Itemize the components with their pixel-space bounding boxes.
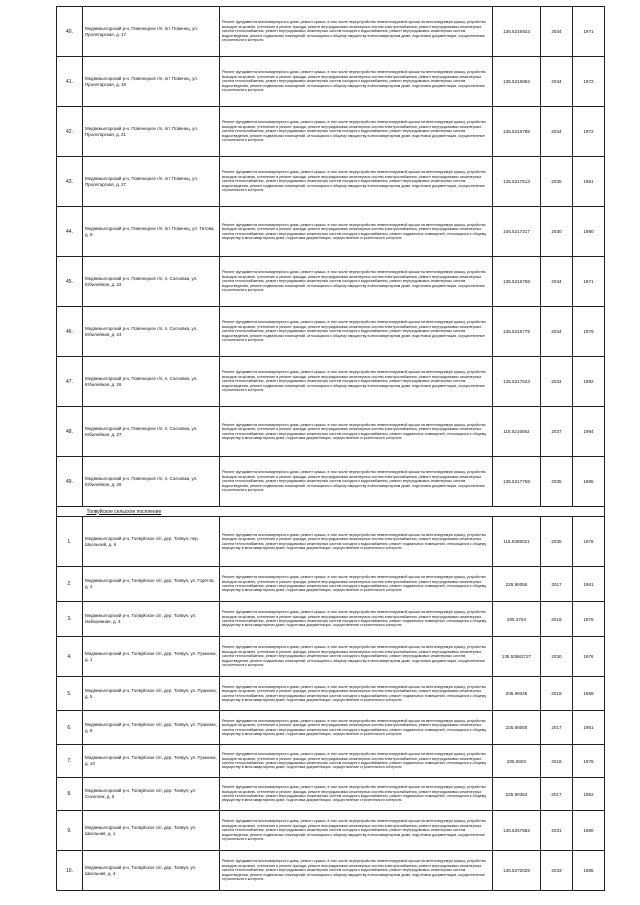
planned-year: 2034: [541, 107, 573, 157]
cost-value: 135.5217768: [493, 457, 541, 507]
row-number: 48.: [57, 407, 83, 457]
planned-year: 2035: [541, 517, 573, 567]
planned-year: 2017: [541, 567, 573, 602]
building-address: Медвежьегорский р-н, Толвуйское с/п, дер. Толвуя, ул. Набережная, д. 3: [83, 602, 220, 637]
row-number: 43.: [57, 157, 83, 207]
build-year: 1980: [573, 811, 605, 851]
building-address: Медвежьегорский р-н, Толвуйское с/п, дер. Толвуя, ул. Школьная, д. 1: [83, 811, 220, 851]
building-address: Медвежьегорский р-н, Повенецкое г/п, п. Сосновка, ул. Юбилейная, д. 24: [83, 307, 220, 357]
cost-value: 205.3764: [493, 602, 541, 637]
cost-value: 135.5272025: [493, 851, 541, 891]
cost-value: 135.5216923: [493, 7, 541, 57]
works-description: Ремонт фундамента многоквартирного дома, ремонт крыши, в том числе переустройство невентилируемой крыши на вентилируемую крышу, устройство выходов на кровлю, утепление и ремонт фасада, ремонт внутридомовых инженерных систем электроснабжения, ремонт внутридомовых инженерных систем теплоснабжения, ремонт внутридомовых инженерных систем холодного водоснабжения, ремонт внутридомовых инженерных систем водоотведения, ремонт подвальных помещений, относящихся к общему имуществу в многоквартирном доме, подготовка документации, осуществление строительного контроля: [220, 637, 493, 677]
cost-value: 205.99348: [493, 677, 541, 711]
planned-year: 2017: [541, 711, 573, 745]
building-address: Медвежьегорский р-н, Толвуйское с/п, дер. Толвуя, пер. Школьный, д. 6: [83, 517, 220, 567]
building-address: Медвежьегорский р-н, Повенецкое г/п, п. Сосновка, ул. Юбилейная, д. 22: [83, 257, 220, 307]
planned-year: 2018: [541, 745, 573, 778]
building-address: Медвежьегорский р-н, Повенецкое г/п, п. Сосновка, ул. Юбилейная, д. 26: [83, 357, 220, 407]
cost-value: 225.60050: [493, 711, 541, 745]
planned-year: 2030: [541, 207, 573, 257]
cost-value: 135.5216779: [493, 307, 541, 357]
building-address: Медвежьегорский р-н, Толвуйское с/п, дер. Толвуя, ул. Пушкина, д. 1: [83, 637, 220, 677]
table-row: [57, 357, 605, 407]
building-address: Медвежьегорский р-н, Толвуйское с/п, дер. Толвуя, ул. Сохолонк, д. 5: [83, 778, 220, 811]
building-address: Медвежьегорский р-н, Повенецкое г/п, пгт Повенец, ул. Пролетарская, д. 19: [83, 57, 220, 107]
cost-value: 115.5216652: [493, 407, 541, 457]
table-row: [57, 107, 605, 157]
planned-year: 2034: [541, 307, 573, 357]
building-address: Медвежьегорский р-н, Повенецкое г/п, пгт Повенец, ул. Пролетарская, д. 21: [83, 107, 220, 157]
row-number: 2.: [57, 567, 83, 602]
building-address: Медвежьегорский р-н, Толвуйское с/п, дер. Толвуя, ул. Горетов, д. 3: [83, 567, 220, 602]
cost-value: 135.5347882: [493, 811, 541, 851]
table-row: [57, 57, 605, 107]
row-number: 45.: [57, 257, 83, 307]
works-description: Ремонт фундамента многоквартирного дома, ремонт крыши, в том числе переустройство невентилируемой крыши на вентилируемую крышу, устройство выходов на кровлю, утепление и ремонт фасада, ремонт внутридомовых инженерных систем электроснабжения, ремонт внутридомовых инженерных систем теплоснабжения, ремонт внутридомовых инженерных систем холодного водоснабжения, ремонт внутридомовых инженерных систем водоотведения, ремонт подвальных помещений, относящихся к общему имуществу в многоквартирном доме, подготовка документации, осуществление строительного контроля: [220, 851, 493, 891]
building-address: Медвежьегорский р-н, Толвуйское с/п, дер. Толвуя, ул. Пушкина, д. 5: [83, 677, 220, 711]
cost-value: 105.5217317: [493, 207, 541, 257]
build-year: 1995: [573, 457, 605, 507]
building-address: Медвежьегорский р-н, Толвуйское с/п, дер. Толвуя, ул. Школьная, д. 4: [83, 851, 220, 891]
cost-value: 135.5216788: [493, 107, 541, 157]
planned-year: 2033: [541, 851, 573, 891]
row-number: 4.: [57, 637, 83, 677]
planned-year: 2030: [541, 637, 573, 677]
table-row: [57, 567, 605, 602]
works-description: Ремонт фундамента многоквартирного дома, ремонт крыши, в том числе переустройство невентилируемой крыши на вентилируемую крышу, устройство выходов на кровлю, утепление и ремонт фасада, ремонт внутридомовых инженерных систем электроснабжения, ремонт внутридомовых инженерных систем теплоснабжения, ремонт внутридомовых инженерных систем холодного водоснабжения, ремонт внутридомовых инженерных систем водоотведения, ремонт подвальных помещений, относящихся к общему имуществу в многоквартирном доме, подготовка документации, осуществление строительного контроля: [220, 107, 493, 157]
cost-value: 225.90354: [493, 778, 541, 811]
build-year: 1961: [573, 567, 605, 602]
table-row: [57, 677, 605, 711]
build-year: 1992: [573, 357, 605, 407]
build-year: 1968: [573, 677, 605, 711]
section-title: Толвуйское сельское поселение: [83, 507, 605, 517]
building-address: Медвежьегорский р-н, Толвуйское с/п, дер. Толвуя, ул. Пушкина, д. 10: [83, 745, 220, 778]
works-description: Ремонт фундамента многоквартирного дома, ремонт крыши, в том числе переустройство невентилируемой крыши на вентилируемую крышу, устройство выходов на кровлю, утепление и ремонт фасада, ремонт внутридомовых инженерных систем электроснабжения, ремонт внутридомовых инженерных систем теплоснабжения, ремонт внутридомовых инженерных систем холодного водоснабжения, ремонт подвальных помещений, относящихся к общему имуществу в многоквартирном доме, подготовка документации, осуществление строительного контроля: [220, 602, 493, 637]
works-description: Ремонт фундамента многоквартирного дома, ремонт крыши, в том числе переустройство невентилируемой крыши на вентилируемую крышу, устройство выходов на кровлю, утепление и ремонт фасада, ремонт внутридомовых инженерных систем электроснабжения, ремонт внутридомовых инженерных систем теплоснабжения, ремонт внутридомовых инженерных систем холодного водоснабжения, ремонт подвальных помещений, относящихся к общему имуществу в многоквартирном доме, подготовка документации, осуществление строительного контроля: [220, 517, 493, 567]
row-number: 47.: [57, 357, 83, 407]
table-row: [57, 811, 605, 851]
table-row: [57, 407, 605, 457]
works-description: Ремонт фундамента многоквартирного дома, ремонт крыши, в том числе переустройство невентилируемой крыши на вентилируемую крышу, устройство выходов на кровлю, утепление и ремонт фасада, ремонт внутридомовых инженерных систем электроснабжения, ремонт внутридомовых инженерных систем теплоснабжения, ремонт внутридомовых инженерных систем холодного водоснабжения, ремонт подвальных помещений, относящихся к общему имуществу в многоквартирном доме, подготовка документации, осуществление строительного контроля: [220, 567, 493, 602]
row-number: 46.: [57, 307, 83, 357]
build-year: 1985: [573, 851, 605, 891]
row-number: 40.: [57, 7, 83, 57]
row-number: 3.: [57, 602, 83, 637]
table-row: [57, 7, 605, 57]
table-row: [57, 457, 605, 507]
document-page: [56, 6, 604, 891]
building-address: Медвежьегорский р-н, Повенецкое г/п, п. Сосновка, ул. Юбилейная, д. 27: [83, 407, 220, 457]
building-address: Медвежьегорский р-н, Повенецкое г/п, пгт Повенец, ул. Пролетарская, д. 17: [83, 7, 220, 57]
planned-year: 2035: [541, 457, 573, 507]
row-number: 8.: [57, 778, 83, 811]
works-description: Ремонт фундамента многоквартирного дома, ремонт крыши, в том числе переустройство невентилируемой крыши на вентилируемую крышу, устройство выходов на кровлю, утепление и ремонт фасада, ремонт внутридомовых инженерных систем электроснабжения, ремонт внутридомовых инженерных систем теплоснабжения, ремонт внутридомовых инженерных систем холодного водоснабжения, ремонт внутридомовых инженерных систем водоотведения, ремонт подвальных помещений, относящихся к общему имуществу в многоквартирном доме, подготовка документации, осуществление строительного контроля: [220, 307, 493, 357]
planned-year: 2037: [541, 407, 573, 457]
build-year: 1976: [573, 517, 605, 567]
works-description: Ремонт фундамента многоквартирного дома, ремонт крыши, в том числе переустройство невентилируемой крыши на вентилируемую крышу, устройство выходов на кровлю, утепление и ремонт фасада, ремонт внутридомовых инженерных систем электроснабжения, ремонт внутридомовых инженерных систем теплоснабжения, ремонт внутридомовых инженерных систем холодного водоснабжения, ремонт внутридомовых инженерных систем водоотведения, ремонт подвальных помещений, относящихся к общему имуществу в многоквартирном доме, подготовка документации, осуществление строительного контроля: [220, 157, 493, 207]
planned-year: 2034: [541, 57, 573, 107]
table-row: [57, 637, 605, 677]
build-year: 1981: [573, 157, 605, 207]
planned-year: 2035: [541, 157, 573, 207]
works-description: Ремонт фундамента многоквартирного дома, ремонт крыши, в том числе переустройство невентилируемой крыши на вентилируемую крышу, устройство выходов на кровлю, утепление и ремонт фасада, ремонт внутридомовых инженерных систем электроснабжения, ремонт внутридомовых инженерных систем теплоснабжения, ремонт внутридомовых инженерных систем холодного водоснабжения, ремонт подвальных помещений, относящихся к общему имуществу в многоквартирном доме, подготовка документации, осуществление строительного контроля: [220, 407, 493, 457]
works-description: Ремонт фундамента многоквартирного дома, ремонт крыши, в том числе переустройство невентилируемой крыши на вентилируемую крышу, устройство выходов на кровлю, утепление и ремонт фасада, ремонт внутридомовых инженерных систем электроснабжения, ремонт внутридомовых инженерных систем теплоснабжения, ремонт внутридомовых инженерных систем холодного водоснабжения, ремонт внутридомовых инженерных систем водоотведения, ремонт подвальных помещений, относящихся к общему имуществу в многоквартирном доме, подготовка документации, осуществление строительного контроля: [220, 457, 493, 507]
cost-value: 135.5217513: [493, 157, 541, 207]
table-row: [57, 207, 605, 257]
building-address: Медвежьегорский р-н, Повенецкое г/п, п. Сосновка, ул. Юбилейная, д. 28: [83, 457, 220, 507]
works-description: Ремонт фундамента многоквартирного дома, ремонт крыши, в том числе переустройство невентилируемой крыши на вентилируемую крышу, устройство выходов на кровлю, утепление и ремонт фасада, ремонт внутридомовых инженерных систем электроснабжения, ремонт внутридомовых инженерных систем теплоснабжения, ремонт внутридомовых инженерных систем холодного водоснабжения, ремонт внутридомовых инженерных систем водоотведения, ремонт подвальных помещений, относящихся к общему имуществу в многоквартирном доме, подготовка документации, осуществление строительного контроля: [220, 257, 493, 307]
works-description: Ремонт фундамента многоквартирного дома, ремонт крыши, в том числе переустройство невентилируемой крыши на вентилируемую крышу, устройство выходов на кровлю, утепление и ремонт фасада, ремонт внутридомовых инженерных систем электроснабжения, ремонт внутридомовых инженерных систем теплоснабжения, ремонт внутридомовых инженерных систем холодного водоснабжения, ремонт внутридомовых инженерных систем водоотведения, ремонт подвальных помещений, относящихся к общему имуществу в многоквартирном доме, подготовка документации, осуществление строительного контроля: [220, 811, 493, 851]
row-number: 42.: [57, 107, 83, 157]
build-year: 1980: [573, 207, 605, 257]
cost-value: 135.5217623: [493, 357, 541, 407]
planned-year: 2017: [541, 778, 573, 811]
planned-year: 2034: [541, 357, 573, 407]
table-row: [57, 711, 605, 745]
table-row: [57, 778, 605, 811]
cost-value: 135.5216768: [493, 257, 541, 307]
build-year: 1976: [573, 745, 605, 778]
works-description: Ремонт фундамента многоквартирного дома, ремонт крыши, в том числе переустройство невентилируемой крыши на вентилируемую крышу, устройство выходов на кровлю, утепление и ремонт фасада, ремонт внутридомовых инженерных систем электроснабжения, ремонт внутридомовых инженерных систем теплоснабжения, ремонт внутридомовых инженерных систем холодного водоснабжения, ремонт внутридомовых инженерных систем водоотведения, ремонт подвальных помещений, относящихся к общему имуществу в многоквартирном доме, подготовка документации, осуществление строительного контроля: [220, 7, 493, 57]
table-row: [57, 157, 605, 207]
cost-value: 135.5216892: [493, 57, 541, 107]
cost-value: 205.6004: [493, 745, 541, 778]
build-year: 1971: [573, 7, 605, 57]
building-address: Медвежьегорский р-н, Повенецкое г/п, пгт Повенец, ул. Пролетарская, д. 27: [83, 157, 220, 207]
planned-year: 2034: [541, 7, 573, 57]
row-number: 7.: [57, 745, 83, 778]
works-description: Ремонт фундамента многоквартирного дома, ремонт крыши, в том числе переустройство невентилируемой крыши на вентилируемую крышу, устройство выходов на кровлю, утепление и ремонт фасада, ремонт внутридомовых инженерных систем электроснабжения, ремонт внутридомовых инженерных систем теплоснабжения, ремонт внутридомовых инженерных систем холодного водоснабжения, ремонт подвальных помещений, относящихся к общему имуществу в многоквартирном доме, подготовка документации, осуществление строительного контроля: [220, 778, 493, 811]
cost-value: 225.90055: [493, 567, 541, 602]
works-description: Ремонт фундамента многоквартирного дома, ремонт крыши, в том числе переустройство невентилируемой крыши на вентилируемую крышу, устройство выходов на кровлю, утепление и ремонт фасада, ремонт внутридомовых инженерных систем электроснабжения, ремонт внутридомовых инженерных систем теплоснабжения, ремонт внутридомовых инженерных систем холодного водоснабжения, ремонт внутридомовых инженерных систем водоотведения, ремонт подвальных помещений, относящихся к общему имуществу в многоквартирном доме, подготовка документации, осуществление строительного контроля: [220, 357, 493, 407]
row-number: 10.: [57, 851, 83, 891]
build-year: 1972: [573, 57, 605, 107]
planned-year: 2034: [541, 257, 573, 307]
row-number: 41.: [57, 57, 83, 107]
row-number: 1.: [57, 517, 83, 567]
works-description: Ремонт фундамента многоквартирного дома, ремонт крыши, в том числе переустройство невентилируемой крыши на вентилируемую крышу, устройство выходов на кровлю, утепление и ремонт фасада, ремонт внутридомовых инженерных систем электроснабжения, ремонт внутридомовых инженерных систем теплоснабжения, ремонт внутридомовых инженерных систем холодного водоснабжения, ремонт внутридомовых инженерных систем водоотведения, ремонт подвальных помещений, относящихся к общему имуществу в многоквартирном доме, подготовка документации, осуществление строительного контроля: [220, 57, 493, 107]
building-address: Медвежьегорский р-н, Повенецкое г/п, пгт Повенец, ул. Титова, д. 9: [83, 207, 220, 257]
table-row: [57, 745, 605, 778]
build-year: 1971: [573, 257, 605, 307]
table-row: [57, 257, 605, 307]
table-row: [57, 517, 605, 567]
works-description: Ремонт фундамента многоквартирного дома, ремонт крыши, в том числе переустройство невентилируемой крыши на вентилируемую крышу, устройство выходов на кровлю, утепление и ремонт фасада, ремонт внутридомовых инженерных систем электроснабжения, ремонт внутридомовых инженерных систем теплоснабжения, ремонт внутридомовых инженерных систем холодного водоснабжения, ремонт подвальных помещений, относящихся к общему имуществу в многоквартирном доме, подготовка документации, осуществление строительного контроля: [220, 745, 493, 778]
row-number: 49.: [57, 457, 83, 507]
building-address: Медвежьегорский р-н, Толвуйское с/п, дер. Толвуя, ул. Пушкина, д. 8: [83, 711, 220, 745]
table-body: [57, 7, 605, 891]
table-row: [57, 851, 605, 891]
row-number: 44.: [57, 207, 83, 257]
build-year: 1962: [573, 778, 605, 811]
section-header-row: [57, 507, 605, 517]
table-row: [57, 602, 605, 637]
build-year: 1972: [573, 107, 605, 157]
planned-year: 2018: [541, 677, 573, 711]
build-year: 1979: [573, 307, 605, 357]
works-description: Ремонт фундамента многоквартирного дома, ремонт крыши, в том числе переустройство невентилируемой крыши на вентилируемую крышу, устройство выходов на кровлю, утепление и ремонт фасада, ремонт внутридомовых инженерных систем электроснабжения, ремонт внутридомовых инженерных систем теплоснабжения, ремонт внутридомовых инженерных систем холодного водоснабжения, ремонт подвальных помещений, относящихся к общему имуществу в многоквартирном доме, подготовка документации, осуществление строительного контроля: [220, 207, 493, 257]
row-number: 6.: [57, 711, 83, 745]
planned-year: 2031: [541, 811, 573, 851]
build-year: 1976: [573, 602, 605, 637]
build-year: 1994: [573, 407, 605, 457]
build-year: 1961: [573, 711, 605, 745]
cost-value: 115.5389021: [493, 517, 541, 567]
cost-value: 135.53682727: [493, 637, 541, 677]
build-year: 1976: [573, 637, 605, 677]
works-description: Ремонт фундамента многоквартирного дома, ремонт крыши, в том числе переустройство невентилируемой крыши на вентилируемую крышу, устройство выходов на кровлю, утепление и ремонт фасада, ремонт внутридомовых инженерных систем электроснабжения, ремонт внутридомовых инженерных систем теплоснабжения, ремонт внутридомовых инженерных систем холодного водоснабжения, ремонт подвальных помещений, относящихся к общему имуществу в многоквартирном доме, подготовка документации, осуществление строительного контроля: [220, 711, 493, 745]
row-number: 9.: [57, 811, 83, 851]
repair-program-table: [56, 6, 605, 891]
row-number: 5.: [57, 677, 83, 711]
works-description: Ремонт фундамента многоквартирного дома, ремонт крыши, в том числе переустройство невентилируемой крыши на вентилируемую крышу, устройство выходов на кровлю, утепление и ремонт фасада, ремонт внутридомовых инженерных систем электроснабжения, ремонт внутридомовых инженерных систем теплоснабжения, ремонт внутридомовых инженерных систем холодного водоснабжения, ремонт подвальных помещений, относящихся к общему имуществу в многоквартирном доме, подготовка документации, осуществление строительного контроля: [220, 677, 493, 711]
section-header-spacer: [57, 507, 83, 517]
table-row: [57, 307, 605, 357]
planned-year: 2019: [541, 602, 573, 637]
